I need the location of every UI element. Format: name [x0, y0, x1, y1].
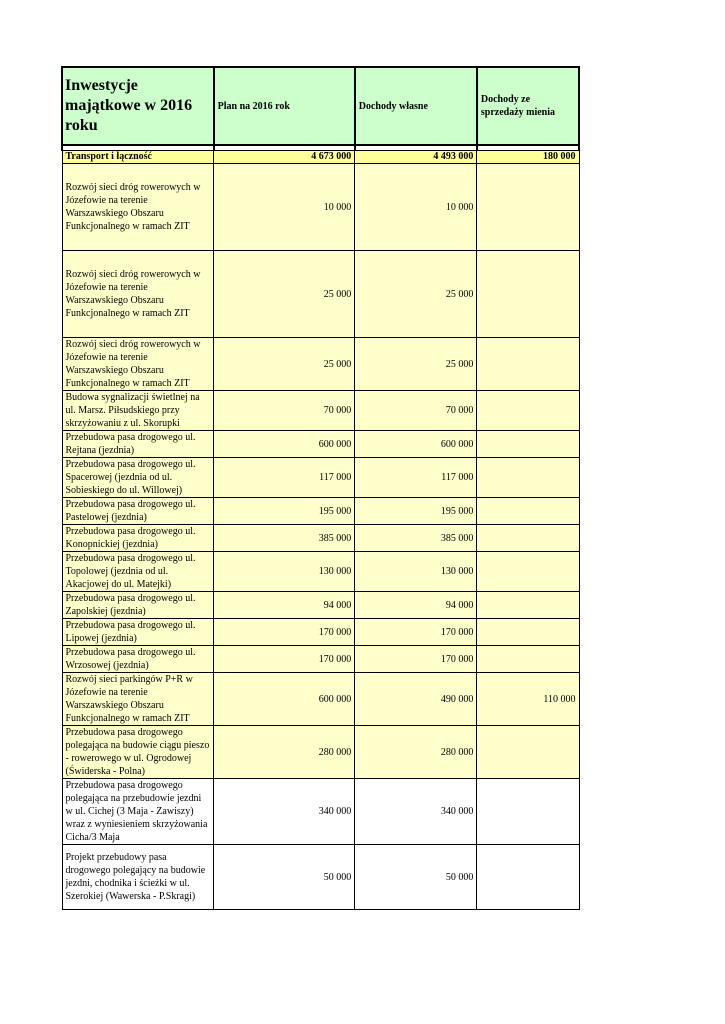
row-name: Projekt przebudowy pasa drogowego polegający na budowie jezdni, chodnika i ścieżki w ul. Szerokiej (Wawerska - P.Skragi): [62, 845, 214, 910]
row-name: Przebudowa pasa drogowego ul. Rejtana (jezdnia): [62, 431, 214, 458]
table-row: [62, 779, 579, 845]
table-row: [62, 646, 579, 673]
row-name: Rozwój sieci parkingów P+R w Józefowie na terenie Warszawskiego Obszaru Funkcjonalnego w ramach ZIT: [62, 673, 214, 726]
column-header-own-income: Dochody własne: [355, 67, 477, 145]
table-row: [62, 251, 579, 338]
table-row: [62, 845, 579, 910]
row-sale-income: [477, 726, 579, 779]
row-own-income: 130 000: [355, 552, 477, 592]
row-sale-income: [477, 525, 579, 552]
row-name: Przebudowa pasa drogowego ul. Wrzosowej (jezdnia): [62, 646, 214, 673]
row-sale-income: [477, 552, 579, 592]
header-row: [62, 67, 579, 145]
row-sale-income: 110 000: [477, 673, 579, 726]
table-row: [62, 726, 579, 779]
table-row: [62, 431, 579, 458]
row-plan: 130 000: [214, 552, 355, 592]
category-plan: 4 673 000: [214, 151, 355, 164]
row-name: Przebudowa pasa drogowego ul. Zapolskiej (jezdnia): [62, 592, 214, 619]
column-header-sale-income: Dochody ze sprzedaży mienia: [477, 67, 579, 145]
row-plan: 195 000: [214, 498, 355, 525]
row-own-income: 94 000: [355, 592, 477, 619]
table-title: Inwestycje majątkowe w 2016 roku: [62, 67, 214, 145]
table-row: [62, 673, 579, 726]
row-sale-income: [477, 845, 579, 910]
row-name: Przebudowa pasa drogowego ul. Konopnickiej (jezdnia): [62, 525, 214, 552]
table-row: [62, 552, 579, 592]
row-plan: 170 000: [214, 646, 355, 673]
row-plan: 94 000: [214, 592, 355, 619]
column-header-plan: Plan na 2016 rok: [214, 67, 355, 145]
row-plan: 600 000: [214, 431, 355, 458]
table-row: [62, 391, 579, 431]
row-sale-income: [477, 458, 579, 498]
row-own-income: 170 000: [355, 646, 477, 673]
row-name: Rozwój sieci dróg rowerowych w Józefowie na terenie Warszawskiego Obszaru Funkcjonalnego w ramach ZIT: [62, 164, 214, 251]
row-name: Rozwój sieci dróg rowerowych w Józefowie na terenie Warszawskiego Obszaru Funkcjonalnego w ramach ZIT: [62, 338, 214, 391]
row-plan: 10 000: [214, 164, 355, 251]
row-own-income: 10 000: [355, 164, 477, 251]
table-row: [62, 164, 579, 251]
row-plan: 385 000: [214, 525, 355, 552]
category-row: [62, 151, 579, 164]
row-sale-income: [477, 391, 579, 431]
row-name: Przebudowa pasa drogowego ul. Topolowej (jezdnia od ul. Akacjowej do ul. Matejki): [62, 552, 214, 592]
row-own-income: 170 000: [355, 619, 477, 646]
row-name: Rozwój sieci dróg rowerowych w Józefowie na terenie Warszawskiego Obszaru Funkcjonalnego w ramach ZIT: [62, 251, 214, 338]
row-sale-income: [477, 498, 579, 525]
row-sale-income: [477, 338, 579, 391]
row-own-income: 280 000: [355, 726, 477, 779]
row-sale-income: [477, 592, 579, 619]
row-own-income: 600 000: [355, 431, 477, 458]
row-plan: 340 000: [214, 779, 355, 845]
row-own-income: 25 000: [355, 251, 477, 338]
row-own-income: 117 000: [355, 458, 477, 498]
investment-table: [61, 66, 580, 910]
row-plan: 117 000: [214, 458, 355, 498]
row-plan: 280 000: [214, 726, 355, 779]
row-sale-income: [477, 251, 579, 338]
row-plan: 600 000: [214, 673, 355, 726]
row-own-income: 385 000: [355, 525, 477, 552]
row-name: Przebudowa pasa drogowego polegająca na przebudowie jezdni w ul. Cichej (3 Maja - Zawiszy) wraz z wyniesieniem skrzyżowania Cicha/3 Maja: [62, 779, 214, 845]
row-plan: 25 000: [214, 251, 355, 338]
row-own-income: 50 000: [355, 845, 477, 910]
category-sale-income: 180 000: [477, 151, 579, 164]
table-row: [62, 458, 579, 498]
row-plan: 70 000: [214, 391, 355, 431]
row-sale-income: [477, 779, 579, 845]
table-row: [62, 592, 579, 619]
row-own-income: 70 000: [355, 391, 477, 431]
category-own-income: 4 493 000: [355, 151, 477, 164]
table-row: [62, 338, 579, 391]
row-name: Przebudowa pasa drogowego ul. Lipowej (jezdnia): [62, 619, 214, 646]
row-own-income: 195 000: [355, 498, 477, 525]
row-name: Budowa sygnalizacji świetlnej na ul. Marsz. Piłsudskiego przy skrzyżowaniu z ul. Skorupki: [62, 391, 214, 431]
row-own-income: 340 000: [355, 779, 477, 845]
table-row: [62, 619, 579, 646]
row-name: Przebudowa pasa drogowego polegająca na budowie ciągu pieszo - rowerowego w ul. Ogrodowej (Świderska - Polna): [62, 726, 214, 779]
row-plan: 50 000: [214, 845, 355, 910]
table-row: [62, 525, 579, 552]
row-plan: 25 000: [214, 338, 355, 391]
row-own-income: 25 000: [355, 338, 477, 391]
row-name: Przebudowa pasa drogowego ul. Spacerowej (jezdnia od ul. Sobieskiego do ul. Willowej): [62, 458, 214, 498]
category-name: Transport i łączność: [62, 151, 214, 164]
row-sale-income: [477, 431, 579, 458]
table-row: [62, 498, 579, 525]
row-sale-income: [477, 164, 579, 251]
row-own-income: 490 000: [355, 673, 477, 726]
row-sale-income: [477, 646, 579, 673]
row-sale-income: [477, 619, 579, 646]
row-plan: 170 000: [214, 619, 355, 646]
row-name: Przebudowa pasa drogowego ul. Pastelowej (jezdnia): [62, 498, 214, 525]
